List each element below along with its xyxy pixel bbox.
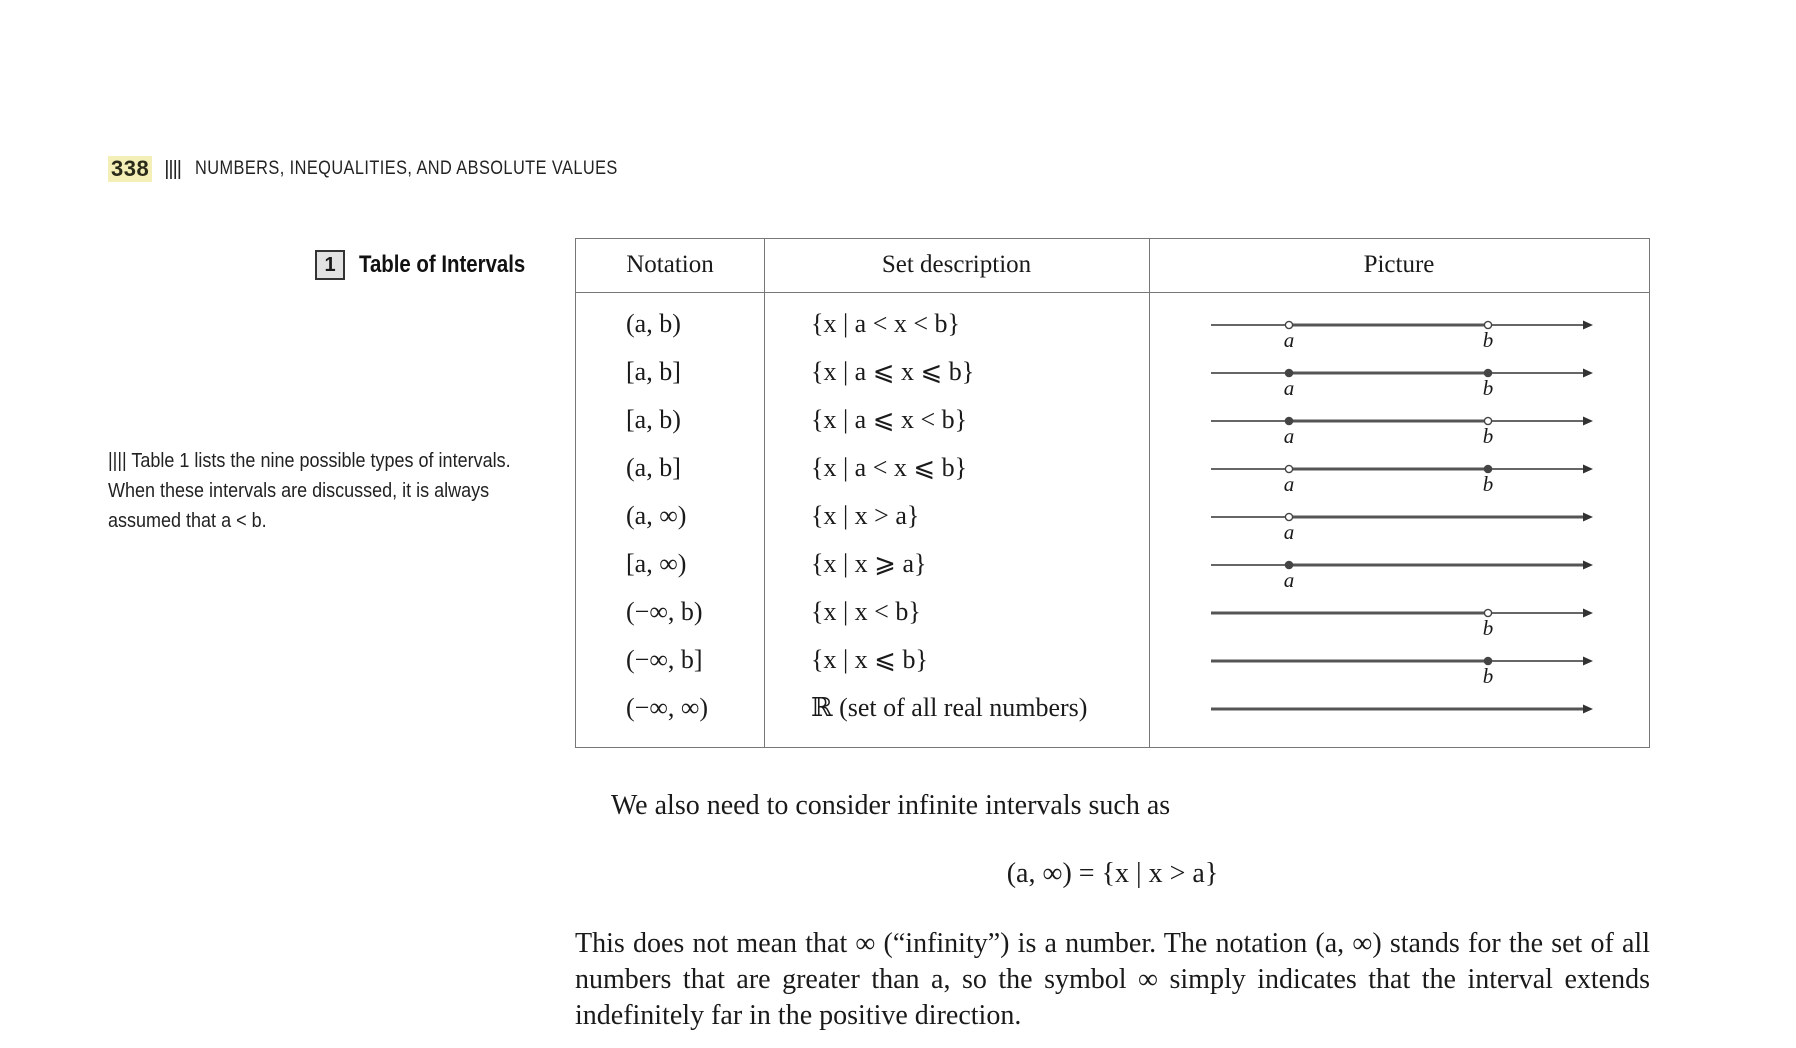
table-row <box>576 587 1649 635</box>
number-line <box>1211 543 1611 587</box>
arrowhead-icon <box>1583 465 1593 474</box>
set-description: {x | x ⩾ a} <box>811 549 927 578</box>
endpoint-a-label: a <box>1283 568 1295 587</box>
margin-note-text: |||| Table 1 lists the nine possible types of intervals. When these intervals are discussed, it is always assumed that a < b. <box>108 450 511 532</box>
table-label <box>315 250 555 280</box>
endpoint-a-label: a <box>1283 424 1295 443</box>
header-picture: Picture <box>1363 251 1435 278</box>
table-number-badge: 1 <box>315 250 345 280</box>
display-equation: (a, ∞) = {x | x > a} <box>1006 858 1219 889</box>
set-description: {x | a ⩽ x < b} <box>811 405 968 434</box>
interval-notation: (−∞, b) <box>626 597 703 626</box>
interval-notation: [a, b] <box>626 357 681 386</box>
number-line <box>1211 687 1611 731</box>
set-description: {x | x ⩽ b} <box>811 645 928 674</box>
body-paragraph-2: This does not mean that ∞ (“infinity”) is a number. The notation (a, ∞) stands for the set of all numbers that are greater than a, so the symbol ∞ simply indicates that the interval extends indefinitely far in the positive direction. <box>575 928 1650 1031</box>
table-row <box>576 491 1649 539</box>
interval-notation: (a, b) <box>626 309 681 338</box>
interval-notation: (−∞, b] <box>626 645 703 674</box>
endpoint-a-label: a <box>1283 376 1295 395</box>
endpoint-b-label: b <box>1482 424 1494 443</box>
set-description: {x | x > a} <box>811 501 920 530</box>
arrowhead-icon <box>1583 321 1593 330</box>
header-bars-ornament: |||| <box>164 157 181 180</box>
running-header <box>108 156 687 182</box>
endpoint-b-label: b <box>1482 472 1494 491</box>
arrowhead-icon <box>1583 417 1593 426</box>
arrowhead-icon <box>1583 657 1593 666</box>
number-line <box>1211 399 1611 443</box>
set-description: {x | a ⩽ x ⩽ b} <box>811 357 975 386</box>
number-line <box>1211 591 1611 635</box>
table-row <box>576 443 1649 491</box>
arrowhead-icon <box>1583 561 1593 570</box>
arrowhead-icon <box>1583 513 1593 522</box>
arrowhead-icon <box>1583 705 1593 714</box>
table-title: Table of Intervals <box>359 251 526 278</box>
table-row <box>576 395 1649 443</box>
set-description: {x | a < x ⩽ b} <box>811 453 968 482</box>
number-line <box>1211 303 1611 347</box>
margin-note <box>108 446 538 536</box>
number-line <box>1211 351 1611 395</box>
interval-notation: (a, b] <box>626 453 681 482</box>
table-row <box>576 347 1649 395</box>
number-line <box>1211 447 1611 491</box>
header-set-description: Set description <box>881 251 1032 278</box>
header-notation: Notation <box>626 251 714 278</box>
body-paragraph-1: We also need to consider infinite intervals such as <box>611 790 1171 821</box>
number-line <box>1211 639 1611 683</box>
arrowhead-icon <box>1583 369 1593 378</box>
page-number: 338 <box>108 156 152 182</box>
interval-notation: (a, ∞) <box>626 501 687 530</box>
endpoint-b-label: b <box>1482 616 1494 635</box>
header-rule <box>576 292 1649 293</box>
interval-notation: [a, ∞) <box>626 549 687 578</box>
table-row <box>576 635 1649 683</box>
endpoint-b-label: b <box>1482 664 1494 683</box>
endpoint-a-label: a <box>1283 520 1295 539</box>
table-row <box>576 683 1649 731</box>
set-description: {x | a < x < b} <box>811 309 961 338</box>
interval-notation: (−∞, ∞) <box>626 693 709 722</box>
table-row <box>576 299 1649 347</box>
endpoint-a-label: a <box>1283 472 1295 491</box>
endpoint-b-label: b <box>1482 328 1494 347</box>
intervals-table <box>575 238 1650 748</box>
endpoint-b-label: b <box>1482 376 1494 395</box>
interval-notation: [a, b) <box>626 405 681 434</box>
number-line <box>1211 495 1611 539</box>
arrowhead-icon <box>1583 609 1593 618</box>
set-description: {x | x < b} <box>811 597 921 626</box>
endpoint-a-label: a <box>1283 328 1295 347</box>
chapter-title: NUMBERS, INEQUALITIES, AND ABSOLUTE VALUES <box>195 158 618 179</box>
table-row <box>576 539 1649 587</box>
set-description: ℝ (set of all real numbers) <box>811 693 1088 722</box>
